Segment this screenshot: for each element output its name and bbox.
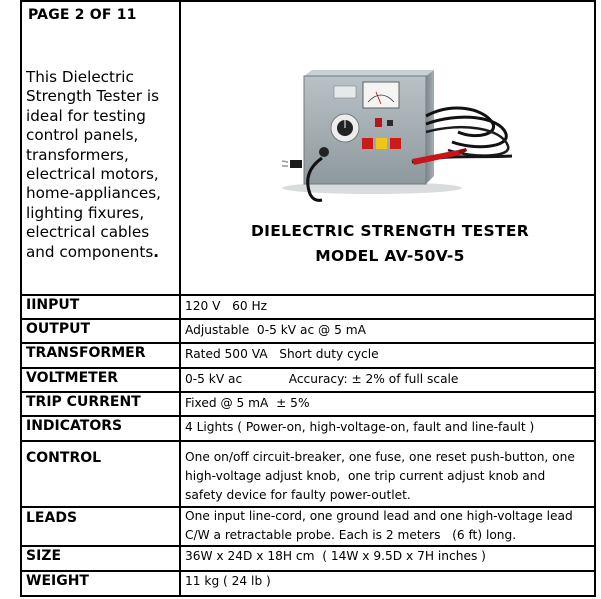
spec-label-input: IINPUT <box>26 297 80 313</box>
row-divider <box>20 440 596 442</box>
spec-label-transformer: TRANSFORMER <box>26 345 146 361</box>
product-model: MODEL AV-50V-5 <box>315 247 465 265</box>
spec-value-control: One on/off circuit-breaker, one fuse, one reset push-button, one high-voltage adjust knob, one trip current adjust knob and safety device for faulty power-outlet. <box>185 450 579 502</box>
spec-label-size: SIZE <box>26 548 62 564</box>
spec-value-size: 36W x 24D x 18H cm ( 14W x 9.5D x 7H inches ) <box>185 549 486 563</box>
spec-value-leads: One input line-cord, one ground lead and one high-voltage lead C/W a retractable probe. Each is 2 meters (6 ft) long. <box>185 509 577 542</box>
row-divider <box>20 367 596 369</box>
row-divider <box>20 391 596 393</box>
spec-value-indicators: 4 Lights ( Power-on, high-voltage-on, fault and line-fault ) <box>185 420 535 434</box>
spec-label-weight: WEIGHT <box>26 573 89 589</box>
spec-label-indicators: INDICATORS <box>26 418 123 434</box>
product-photo <box>262 62 519 204</box>
spec-value-output: Adjustable 0-5 kV ac @ 5 mA <box>185 323 366 337</box>
page-label: PAGE 2 OF 11 <box>28 7 137 23</box>
intro-text-period: . <box>153 242 160 261</box>
spec-value-voltmeter: 0-5 kV ac Accuracy: ± 2% of full scale <box>185 372 459 386</box>
spec-label-control: CONTROL <box>26 450 102 466</box>
product-title: DIELECTRIC STRENGTH TESTER <box>251 222 529 240</box>
spec-value-transformer: Rated 500 VA Short duty cycle <box>185 347 379 361</box>
intro-text: This Dielectric Strength Tester is ideal for testing control panels, transformers, electrical motors, home-appliances, lighting fixures, electrical cables and components <box>26 68 161 261</box>
row-divider <box>20 342 596 344</box>
spec-label-output: OUTPUT <box>26 321 90 337</box>
table-border-bottom <box>20 595 596 597</box>
spec-value-input: 120 V 60 Hz <box>185 299 268 313</box>
row-divider <box>20 294 596 296</box>
table-border-top <box>20 0 596 2</box>
row-divider <box>20 415 596 417</box>
spec-value-weight: 11 kg ( 24 lb ) <box>185 574 271 588</box>
dielectric-tester-photo-icon <box>262 62 519 204</box>
spec-value-trip-current: Fixed @ 5 mA ± 5% <box>185 396 310 410</box>
spec-label-leads: LEADS <box>26 510 78 526</box>
row-divider <box>20 318 596 320</box>
spec-label-trip-current: TRIP CURRENT <box>26 394 141 410</box>
spec-label-voltmeter: VOLTMETER <box>26 370 119 386</box>
intro-paragraph <box>26 68 178 262</box>
